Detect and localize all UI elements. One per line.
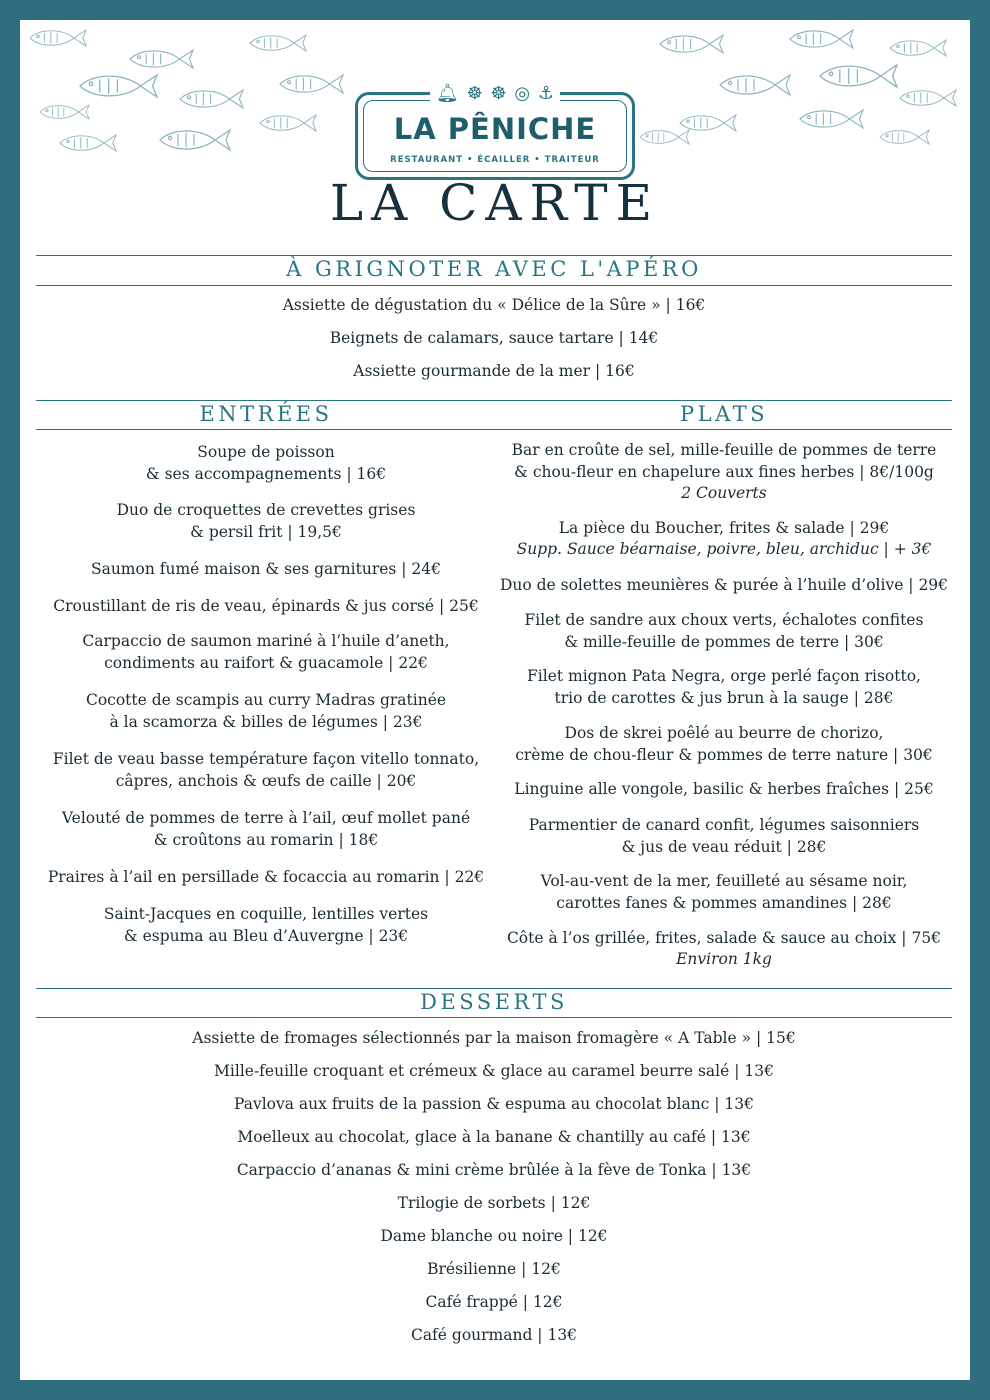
menu-item xyxy=(36,630,496,674)
menu-item-text: Bar en croûte de sel, mille-feuille de pommes de terre xyxy=(511,441,937,459)
dessert-item: Café gourmand | 13€ xyxy=(410,1326,578,1344)
menu-item-text: Duo de croquettes de crevettes grises xyxy=(116,501,416,519)
menu-item xyxy=(36,499,496,543)
menu-item-text: Parmentier de canard confit, légumes saisonniers xyxy=(528,816,920,834)
life-buoy-icon: ◎ xyxy=(514,82,531,104)
menu-item-text: La pièce du Boucher, frites & salade | 29€ xyxy=(558,519,890,537)
menu-item-text: Saint-Jacques en coquille, lentilles vertes xyxy=(103,905,429,923)
menu-item xyxy=(36,441,496,485)
dessert-item: Assiette de fromages sélectionnés par la maison fromagère « A Table » | 15€ xyxy=(192,1029,796,1047)
menu-item-text: condiments au raifort & guacamole | 22€ xyxy=(104,654,428,672)
page-title: LA CARTE xyxy=(329,174,661,232)
dessert-item: Brésilienne | 12€ xyxy=(427,1260,561,1278)
menu-item-text: Duo de solettes meunières & purée à l’huile d’olive | 29€ xyxy=(499,576,949,594)
apero-item: Assiette gourmande de la mer | 16€ xyxy=(353,362,635,380)
menu-item xyxy=(496,778,952,800)
menu-item-text: & croûtons au romarin | 18€ xyxy=(153,831,379,849)
menu-item xyxy=(36,689,496,733)
divider xyxy=(36,285,952,286)
menu-item-text: Filet mignon Pata Negra, orge perlé façon risotto, xyxy=(527,667,921,685)
menu-item xyxy=(496,870,952,914)
menu-item-text: & jus de veau réduit | 28€ xyxy=(621,838,827,856)
divider xyxy=(36,429,952,430)
menu-item xyxy=(496,609,952,653)
menu-item-text: & persil frit | 19,5€ xyxy=(190,523,342,541)
menu-item xyxy=(36,903,496,947)
ship-wheel-icon: ☸ xyxy=(490,82,507,104)
section-title-entrees: ENTRÉES xyxy=(199,402,333,426)
menu-item-text: Soupe de poisson xyxy=(197,443,335,461)
menu-item-text: Vol-au-vent de la mer, feuilleté au sésame noir, xyxy=(540,872,908,890)
menu-item-text: Saumon fumé maison & ses garnitures | 24€ xyxy=(90,560,442,578)
menu-item xyxy=(496,517,952,559)
dessert-item: Carpaccio d’ananas & mini crème brûlée à la fève de Tonka | 13€ xyxy=(236,1161,752,1179)
menu-item xyxy=(496,814,952,858)
menu-item-text: crème de chou-fleur & pommes de terre nature | 30€ xyxy=(515,746,933,764)
menu-item xyxy=(496,722,952,766)
menu-item xyxy=(36,595,496,617)
menu-item-text: & ses accompagnements | 16€ xyxy=(145,465,387,483)
menu-item xyxy=(36,807,496,851)
dessert-item: Dame blanche ou noire | 12€ xyxy=(380,1227,608,1245)
menu-item-note: 2 Couverts xyxy=(681,484,767,502)
bell-icon: 🔔︎ xyxy=(436,82,459,104)
menu-item-text: Côte à l’os grillée, frites, salade & sauce au choix | 75€ xyxy=(506,929,942,947)
section-title-apero: À GRIGNOTER AVEC L'APÉRO xyxy=(286,257,702,281)
menu-item-note: Environ 1kg xyxy=(676,950,772,968)
menu-item xyxy=(496,665,952,709)
dessert-item: Pavlova aux fruits de la passion & espuma au chocolat blanc | 13€ xyxy=(233,1095,755,1113)
menu-item-text: Velouté de pommes de terre à l’ail, œuf mollet pané xyxy=(61,809,471,827)
dessert-item: Café frappé | 12€ xyxy=(425,1293,563,1311)
dessert-item: Moelleux au chocolat, glace à la banane & chantilly au café | 13€ xyxy=(237,1128,751,1146)
menu-item-text: Cocotte de scampis au curry Madras gratinée xyxy=(85,691,447,709)
logo-icons xyxy=(430,80,560,106)
divider xyxy=(36,1017,952,1018)
menu-item-text: à la scamorza & billes de légumes | 23€ xyxy=(109,713,423,731)
menu-item-text: & mille-feuille de pommes de terre | 30€ xyxy=(564,633,884,651)
menu-item-text: & espuma au Bleu d’Auvergne | 23€ xyxy=(123,927,409,945)
menu-item-text: Carpaccio de saumon mariné à l’huile d’aneth, xyxy=(82,632,450,650)
menu-item-text: & chou-fleur en chapelure aux fines herbes | 8€/100g xyxy=(514,463,934,481)
apero-item: Beignets de calamars, sauce tartare | 14€ xyxy=(329,329,659,347)
ship-wheel-icon: ☸ xyxy=(466,82,483,104)
menu-item-text: trio de carottes & jus brun à la sauge | 28€ xyxy=(554,689,894,707)
menu-item xyxy=(496,439,952,503)
dessert-item: Trilogie de sorbets | 12€ xyxy=(397,1194,591,1212)
menu-item xyxy=(36,866,496,888)
dessert-item: Mille-feuille croquant et crémeux & glace au caramel beurre salé | 13€ xyxy=(214,1062,774,1080)
menu-item-note: Supp. Sauce béarnaise, poivre, bleu, archiduc | + 3€ xyxy=(516,540,932,558)
menu-item-text: Linguine alle vongole, basilic & herbes fraîches | 25€ xyxy=(514,780,934,798)
menu-item-text: câpres, anchois & œufs de caille | 20€ xyxy=(115,772,417,790)
menu-item xyxy=(36,558,496,580)
menu-item xyxy=(36,748,496,792)
la-peniche-logo xyxy=(355,72,635,180)
brand-tagline: RESTAURANT • ÉCAILLER • TRAITEUR xyxy=(390,155,600,165)
section-title-desserts: DESSERTS xyxy=(420,990,568,1014)
menu-item xyxy=(496,927,952,969)
menu-item-text: carottes fanes & pommes amandines | 28€ xyxy=(556,894,892,912)
menu-item-text: Filet de sandre aux choux verts, échalotes confites xyxy=(524,611,924,629)
anchor-icon: ⚓ xyxy=(537,82,554,104)
menu-item-text: Croustillant de ris de veau, épinards & jus corsé | 25€ xyxy=(53,597,479,615)
menu-item-text: Praires à l’ail en persillade & focaccia au romarin | 22€ xyxy=(47,868,485,886)
menu-page xyxy=(20,20,970,1380)
menu-item xyxy=(496,574,952,596)
menu-item-text: Filet de veau basse température façon vitello tonnato, xyxy=(52,750,480,768)
apero-item: Assiette de dégustation du « Délice de la Sûre » | 16€ xyxy=(282,296,706,314)
menu-item-text: Dos de skrei poêlé au beurre de chorizo, xyxy=(564,724,884,742)
section-title-plats: PLATS xyxy=(680,402,768,426)
brand-name: LA PÊNICHE xyxy=(393,112,597,146)
